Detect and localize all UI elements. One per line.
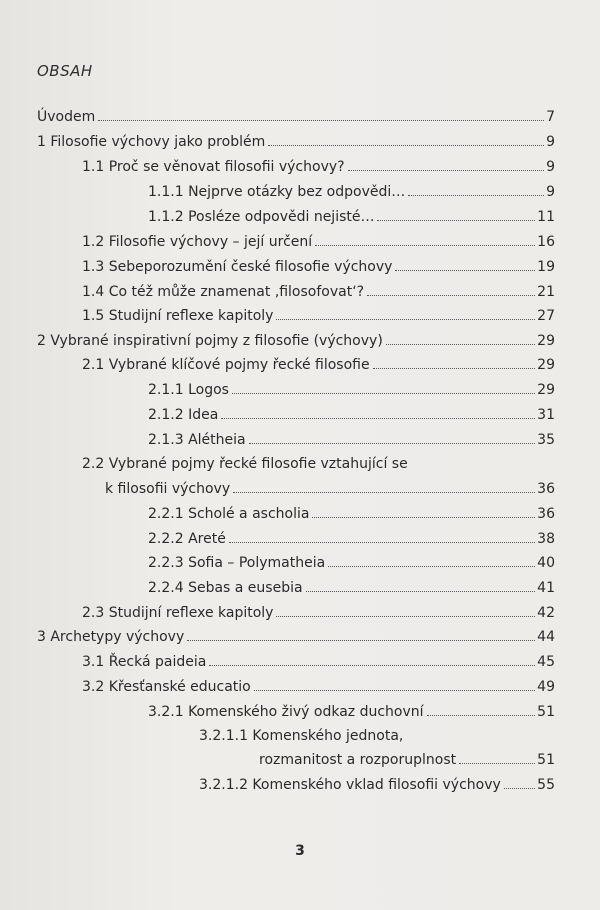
dot-leader — [377, 220, 535, 221]
toc-entry-title: 3.2.1.2 Komenského vklad filosofii výchovy — [199, 777, 501, 793]
dot-leader — [373, 368, 536, 369]
dot-leader — [367, 295, 535, 296]
dot-leader — [232, 393, 535, 394]
toc-entry-page: 35 — [537, 432, 555, 448]
toc-entry-title: 2.2.1 Scholé a ascholia — [148, 506, 310, 522]
toc-entry[interactable] — [148, 209, 555, 229]
dot-leader — [249, 443, 536, 444]
toc-entry-page: 29 — [537, 357, 555, 373]
dot-leader — [233, 492, 535, 493]
toc-entry-title: 1.1.1 Nejprve otázky bez odpovědi… — [148, 184, 406, 200]
toc-entry-title: 1.1 Proč se věnovat filosofii výchovy? — [82, 159, 345, 175]
toc-entry[interactable] — [82, 259, 555, 279]
toc-entry-title: 3.2.1.1 Komenského jednota, — [199, 728, 404, 744]
toc-entry-page: 9 — [546, 184, 555, 200]
toc-entry-title: 1.1.2 Posléze odpovědi nejisté… — [148, 209, 375, 225]
toc-entry-page: 9 — [546, 134, 555, 150]
toc-entry-page: 31 — [537, 407, 555, 423]
page-number: 3 — [295, 843, 305, 859]
dot-leader — [408, 195, 544, 196]
toc-entry-title: 2.1.1 Logos — [148, 382, 229, 398]
toc-entry-title: 3.1 Řecká paideia — [82, 654, 207, 670]
toc-entry-page: 51 — [537, 752, 555, 768]
dot-leader — [306, 591, 536, 592]
dot-leader — [254, 690, 535, 691]
toc-entry-page: 49 — [537, 679, 555, 695]
dot-leader — [229, 542, 535, 543]
toc-entry-title: 2.3 Studijní reflexe kapitoly — [82, 605, 274, 621]
dot-leader — [395, 270, 535, 271]
dot-leader — [459, 763, 535, 764]
toc-entry-page: 19 — [537, 259, 555, 275]
dot-leader — [328, 566, 535, 567]
toc-entry[interactable] — [82, 357, 555, 377]
toc-entry[interactable] — [148, 704, 555, 724]
toc-entry-page: 9 — [546, 159, 555, 175]
toc-entry-line1[interactable] — [199, 728, 555, 748]
toc-entry[interactable] — [82, 605, 555, 625]
toc-entry-title: 2.2.3 Sofia – Polymatheia — [148, 555, 326, 571]
toc-entry-title: 1.3 Sebeporozumění české filosofie výchovy — [82, 259, 393, 275]
dot-leader — [98, 120, 544, 121]
toc-entry[interactable] — [148, 531, 555, 551]
toc-entry[interactable] — [148, 580, 555, 600]
toc-entry-page: 42 — [537, 605, 555, 621]
toc-entry-title: 2.2.2 Areté — [148, 531, 226, 547]
toc-entry[interactable] — [82, 234, 555, 254]
toc-entry-title: rozmanitost a rozporuplnost — [259, 752, 457, 768]
dot-leader — [427, 715, 536, 716]
toc-entry-page: 51 — [537, 704, 555, 720]
toc-entry-title: 3.2 Křesťanské educatio — [82, 679, 251, 695]
toc-entry-page: 21 — [537, 284, 555, 300]
toc-entry-title: 2.1 Vybrané klíčové pojmy řecké filosofie — [82, 357, 370, 373]
toc-entry[interactable] — [37, 134, 555, 154]
dot-leader — [187, 640, 535, 641]
toc-entry-page: 7 — [546, 109, 555, 125]
toc-entry[interactable] — [82, 308, 555, 328]
toc-entry-page: 36 — [537, 481, 555, 497]
toc-entry-title: 2.2.4 Sebas a eusebia — [148, 580, 303, 596]
toc-entry[interactable] — [82, 654, 555, 674]
toc-entry-page: 29 — [537, 382, 555, 398]
toc-entry[interactable] — [148, 407, 555, 427]
dot-leader — [312, 517, 535, 518]
toc-entry[interactable] — [148, 506, 555, 526]
dot-leader — [386, 344, 535, 345]
toc-entry[interactable] — [37, 629, 555, 649]
toc-entry[interactable] — [82, 159, 555, 179]
toc-entry[interactable] — [148, 382, 555, 402]
toc-entry-page: 29 — [537, 333, 555, 349]
toc-entry-page: 40 — [537, 555, 555, 571]
toc-entry[interactable] — [82, 284, 555, 304]
toc-entry-page: 41 — [537, 580, 555, 596]
toc-entry-title: 1.5 Studijní reflexe kapitoly — [82, 308, 274, 324]
dot-leader — [268, 145, 544, 146]
dot-leader — [221, 418, 535, 419]
toc-entry[interactable] — [148, 432, 555, 452]
toc-entry-title: Úvodem — [37, 109, 96, 125]
toc-entry[interactable] — [105, 481, 555, 501]
toc-entry-title: k filosofii výchovy — [105, 481, 231, 497]
toc-entry[interactable] — [37, 109, 555, 129]
dot-leader — [276, 319, 535, 320]
toc-entry[interactable] — [259, 752, 555, 772]
toc-entry[interactable] — [148, 184, 555, 204]
toc-entry[interactable] — [199, 777, 555, 797]
toc-entry-title: 1.2 Filosofie výchovy – její určení — [82, 234, 313, 250]
toc-entry-page: 55 — [537, 777, 555, 793]
toc-entry-title: 3.2.1 Komenského živý odkaz duchovní — [148, 704, 424, 720]
dot-leader — [348, 170, 545, 171]
toc-entry-title: 3 Archetypy výchovy — [37, 629, 185, 645]
toc-entry-page: 11 — [537, 209, 555, 225]
toc-entry-page: 38 — [537, 531, 555, 547]
toc-entry-page: 36 — [537, 506, 555, 522]
toc-entry-page: 44 — [537, 629, 555, 645]
toc-entry[interactable] — [82, 679, 555, 699]
toc-entry-title: 2.1.3 Alétheia — [148, 432, 246, 448]
toc-entry-title: 2.2 Vybrané pojmy řecké filosofie vztahující se — [82, 456, 408, 472]
toc-entry[interactable] — [37, 333, 555, 353]
dot-leader — [209, 665, 535, 666]
toc-entry-title: 2.1.2 Idea — [148, 407, 219, 423]
toc-entry-title: 2 Vybrané inspirativní pojmy z filosofie (výchovy) — [37, 333, 383, 349]
toc-entry-line1[interactable] — [82, 456, 555, 476]
dot-leader — [276, 616, 535, 617]
toc-entry-page: 45 — [537, 654, 555, 670]
toc-entry[interactable] — [148, 555, 555, 575]
toc-entry-title: 1 Filosofie výchovy jako problém — [37, 134, 266, 150]
toc-entry-page: 27 — [537, 308, 555, 324]
toc-heading: OBSAH — [37, 62, 93, 80]
dot-leader — [315, 245, 535, 246]
toc-entry-page: 16 — [537, 234, 555, 250]
toc-entry-title: 1.4 Co též může znamenat ‚filosofovat‘? — [82, 284, 365, 300]
dot-leader — [504, 788, 535, 789]
